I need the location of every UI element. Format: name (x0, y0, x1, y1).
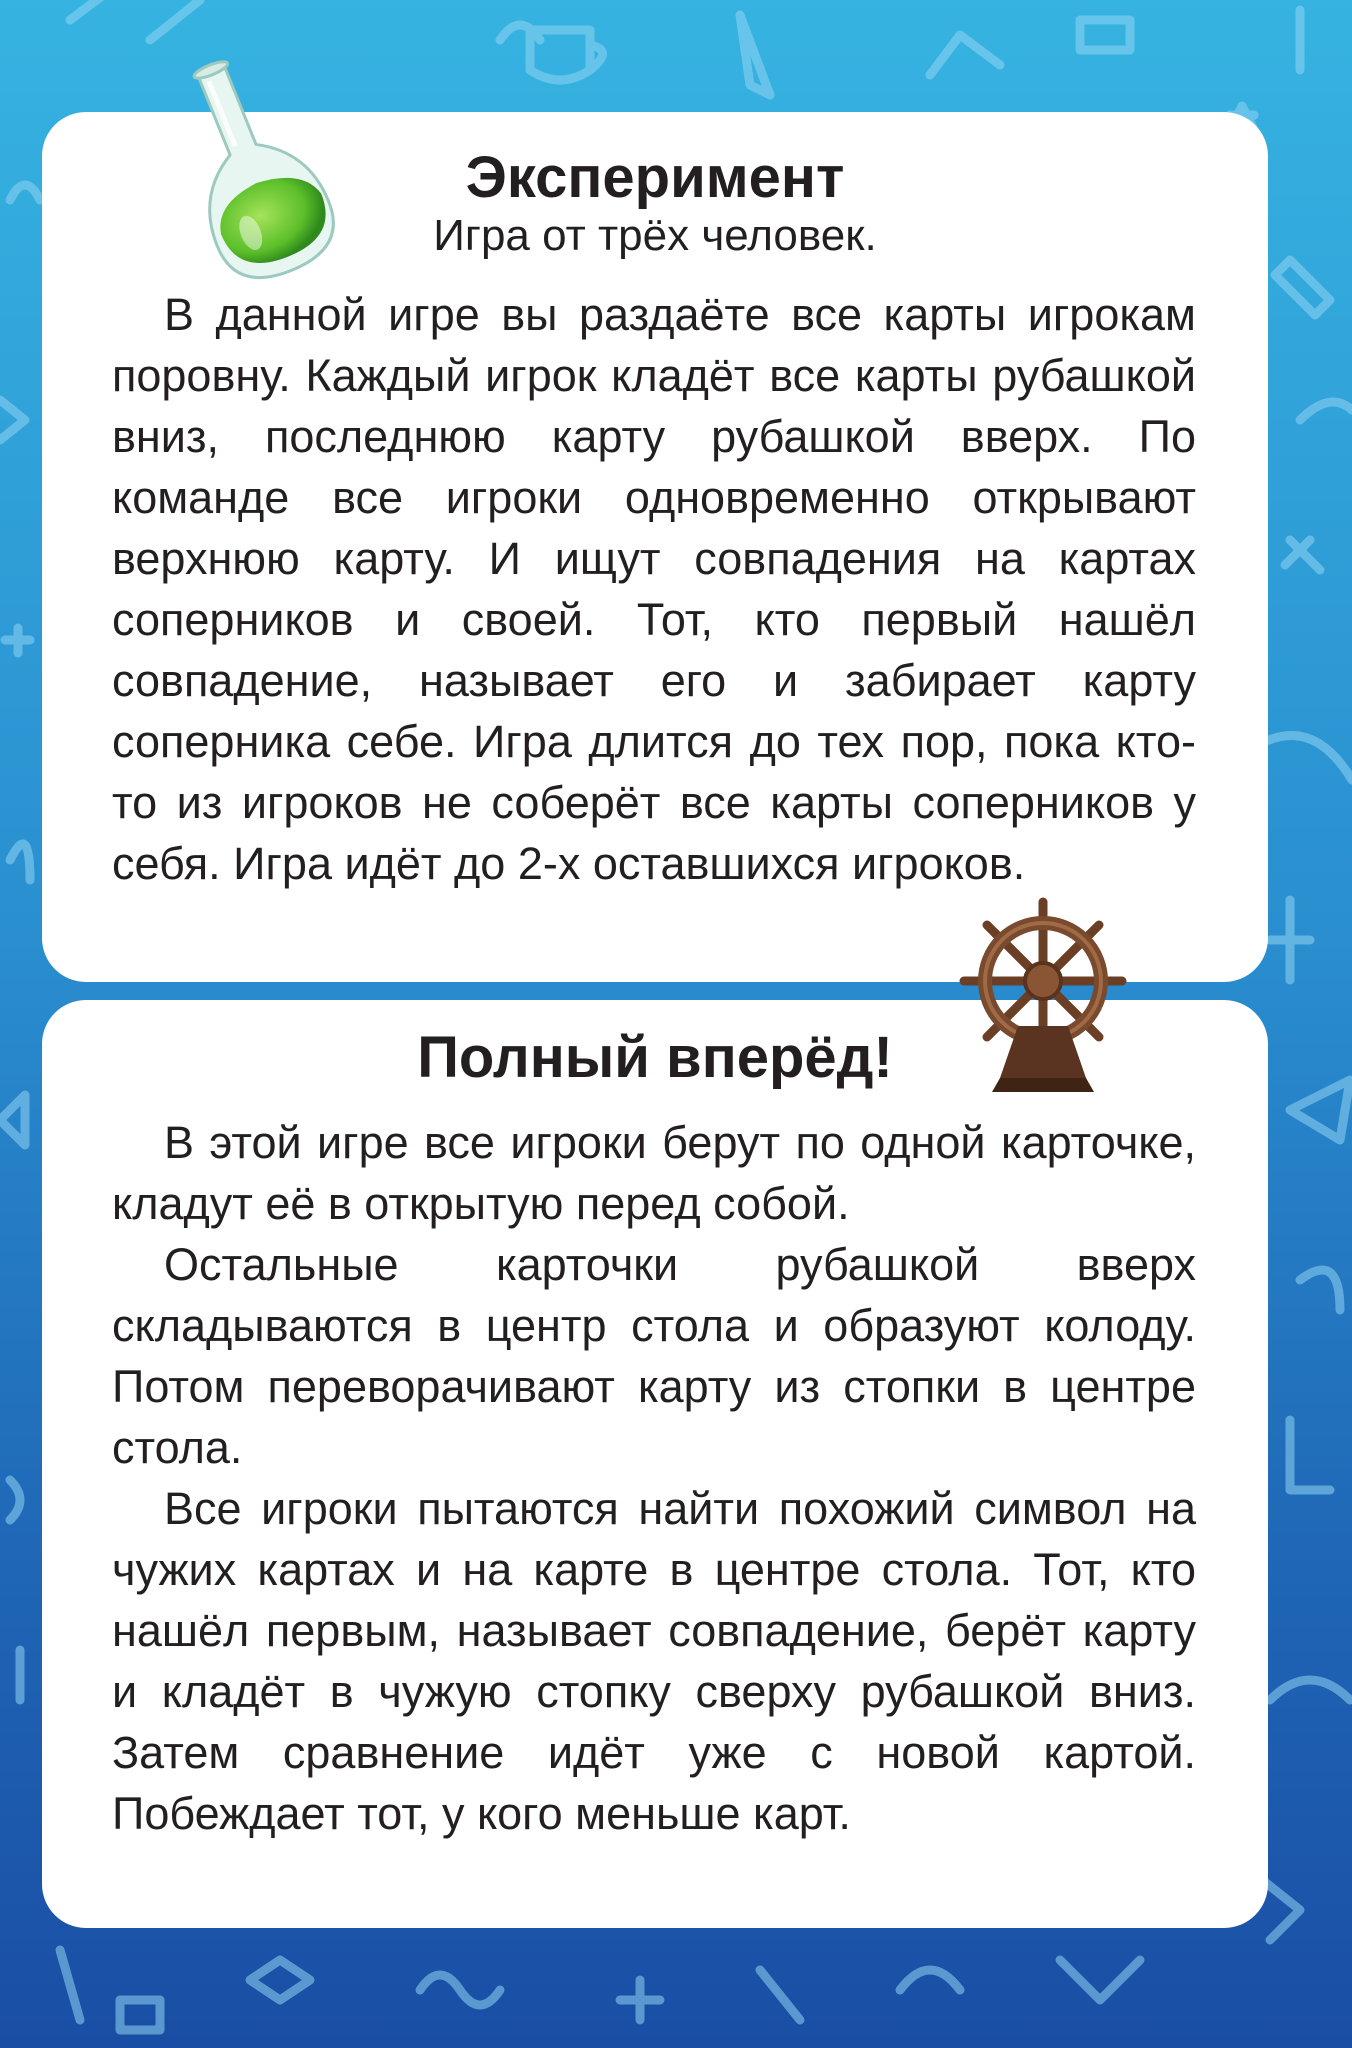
flask-icon (168, 56, 348, 286)
section-title: Полный вперёд! (417, 1025, 893, 1090)
section-subtitle: Игра от трёх человек. (433, 211, 877, 260)
full-speed-rules-card (42, 1000, 1268, 1928)
rules-paragraph: В данной игре вы раздаёте все карты игрокам поровну. Каждый игрок кладёт все карты рубашкой вниз, последнюю карту рубашкой вверх. По команде все игроки одновременно открывают верхнюю карту. И ищут совпадения на картах соперников и своей. Тот, кто первый нашёл совпадение, называет его и забирает карту соперника себе. Игра длится до тех пор, пока кто-то из игроков не соберёт все карты соперников у себя. Игра идёт до 2-х оставшихся игроков. (112, 289, 1196, 889)
ship-wheel-icon (948, 896, 1138, 1096)
rules-paragraph: В этой игре все игроки берут по одной карточке, кладут её в открытую перед собой. (112, 1117, 1196, 1229)
section-title: Эксперимент (465, 145, 845, 210)
rules-paragraph: Остальные карточки рубашкой вверх складываются в центр стола и образуют колоду. Потом переворачивают карту из стопки в центре стола. (112, 1239, 1196, 1473)
rules-paragraph: Все игроки пытаются найти похожий символ на чужих картах и на карте в центре стола. Тот, кто нашёл первым, называет совпадение, берёт карту и кладёт в чужую стопку сверху рубашкой вниз. Затем сравнение идёт уже с новой картой. Побеждает тот, у кого меньше карт. (112, 1483, 1196, 1839)
